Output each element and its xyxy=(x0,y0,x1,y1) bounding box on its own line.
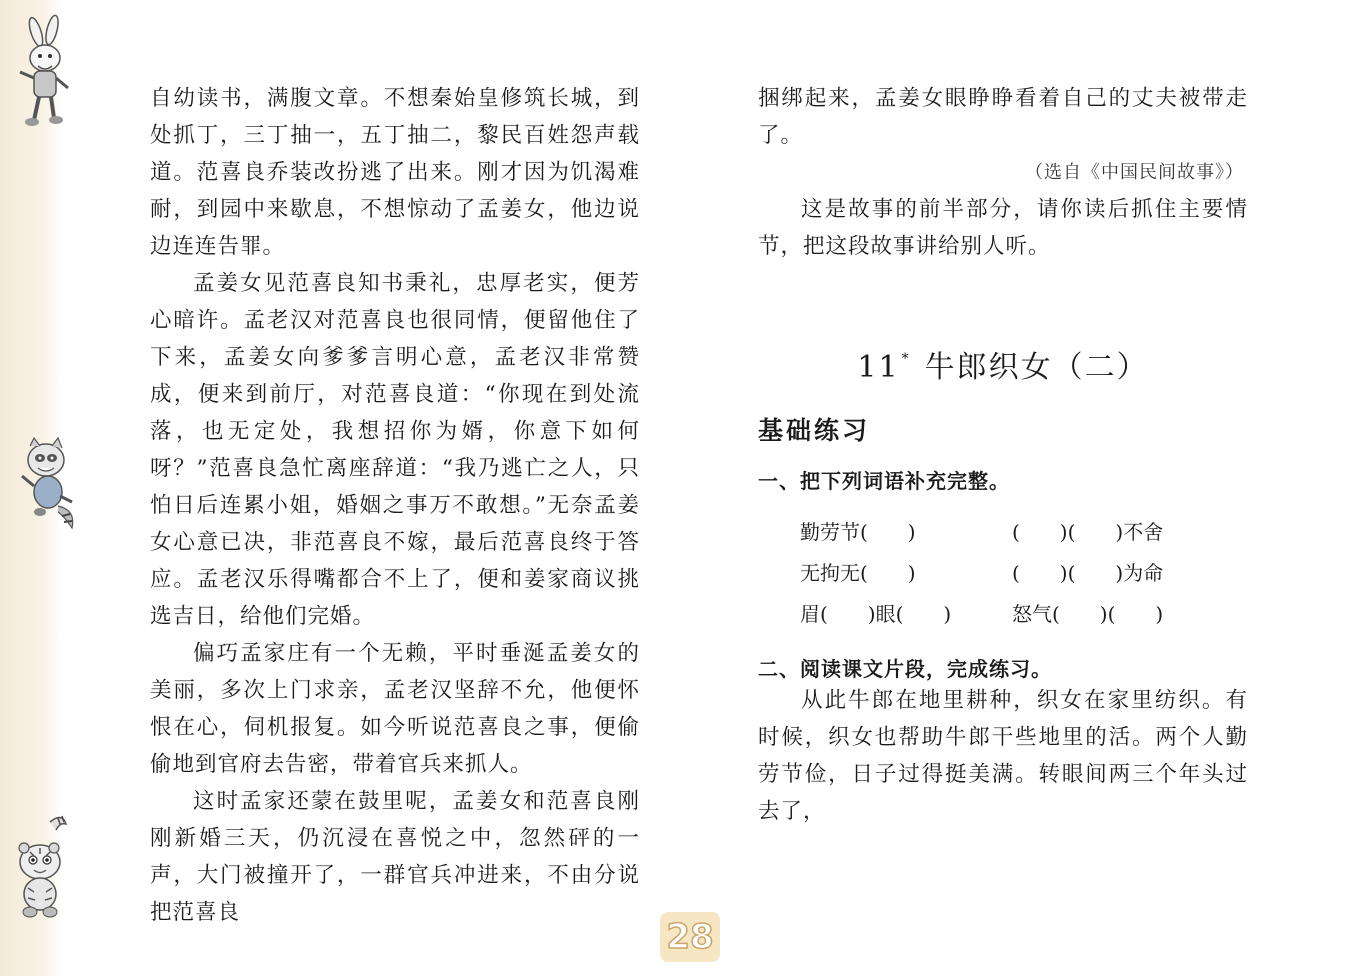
lesson-optional-mark: * xyxy=(901,351,911,367)
word-completion-grid xyxy=(800,512,1248,635)
lesson-number: 11 xyxy=(857,350,900,385)
story-paragraph: 偏巧孟家庄有一个无赖，平时垂涎孟姜女的美丽，多次上门求亲，孟老汉坚辞不允，他便怀恨在心，伺机报复。如今听说范喜良之事，便偷偷地到官府去告密，带着官兵来抓人。 xyxy=(150,641,640,777)
lesson-name: 牛郎织女（二） xyxy=(924,350,1149,385)
word-blank-item: 怒气( )( ) xyxy=(1012,602,1164,626)
section-title: 基础练习 xyxy=(758,416,871,445)
word-row xyxy=(800,594,1248,635)
tiger-mascot-icon xyxy=(10,812,76,922)
right-page xyxy=(758,80,1248,830)
story-paragraph: 自幼读书，满腹文章。不想秦始皇修筑长城，到处抓丁，三丁抽一，五丁抽二，黎民百姓怨声载道。范喜良乔装改扮逃了出来。刚才因为饥渴难耐，到园中来歇息，不想惊动了孟姜女，他边说边连连告罪。 xyxy=(150,86,640,259)
story-paragraph: 这时孟家还蒙在鼓里呢，孟姜女和范喜良刚刚新婚三天，仍沉浸在喜悦之中，忽然砰的一声，大门被撞开了，一群官兵冲进来，不由分说把范喜良 xyxy=(150,789,640,925)
reading-passage: 从此牛郎在地里耕种，织女在家里纺织。有时候，织女也帮助牛郎干些地里的活。两个人勤劳节俭，日子过得挺美满。转眼间两三个年头过去了， xyxy=(758,688,1248,824)
story-paragraph: 孟姜女见范喜良知书秉礼，忠厚老实，便芳心暗许。孟老汉对范喜良也很同情，便留他住了下来，孟姜女向爹爹言明心意，孟老汉非常赞成，便来到前厅，对范喜良道：“你现在到处流落，也无定处，我想招你为婿，你意下如何呀？”范喜良急忙离座辞道：“我乃逃亡之人，只怕日后连累小姐，婚姻之事万不敢想。”无奈孟姜女心意已决，非范喜良不嫁，最后范喜良终于答应。孟老汉乐得嘴都合不上了，便和姜家商议挑选吉日，给他们完婚。 xyxy=(150,271,640,629)
raccoon-mascot-icon xyxy=(14,436,86,532)
left-page xyxy=(150,80,640,931)
word-blank-item: 无拘无( ) xyxy=(800,561,916,585)
question-two-title: 二、阅读课文片段，完成练习。 xyxy=(758,657,1052,681)
word-row xyxy=(800,512,1248,553)
word-blank-item: 勤劳节( ) xyxy=(800,520,916,544)
rabbit-mascot-icon xyxy=(14,14,74,132)
word-blank-item: ( )( )不舍 xyxy=(1012,520,1164,544)
word-blank-item: ( )( )为命 xyxy=(1012,561,1164,585)
word-row xyxy=(800,553,1248,594)
question-one-title: 一、把下列词语补充完整。 xyxy=(758,469,1010,493)
lesson-title xyxy=(758,329,1248,389)
word-blank-item: 眉( )眼( ) xyxy=(800,602,952,626)
story-continuation: 捆绑起来，孟姜女眼睁睁看着自己的丈夫被带走了。 xyxy=(758,86,1248,148)
reading-task: 这是故事的前半部分，请你读后抓住主要情节，把这段故事讲给别人听。 xyxy=(758,197,1248,259)
page-number: 28 xyxy=(660,912,720,962)
story-source: （选自《中国民间故事》） xyxy=(1025,162,1244,183)
